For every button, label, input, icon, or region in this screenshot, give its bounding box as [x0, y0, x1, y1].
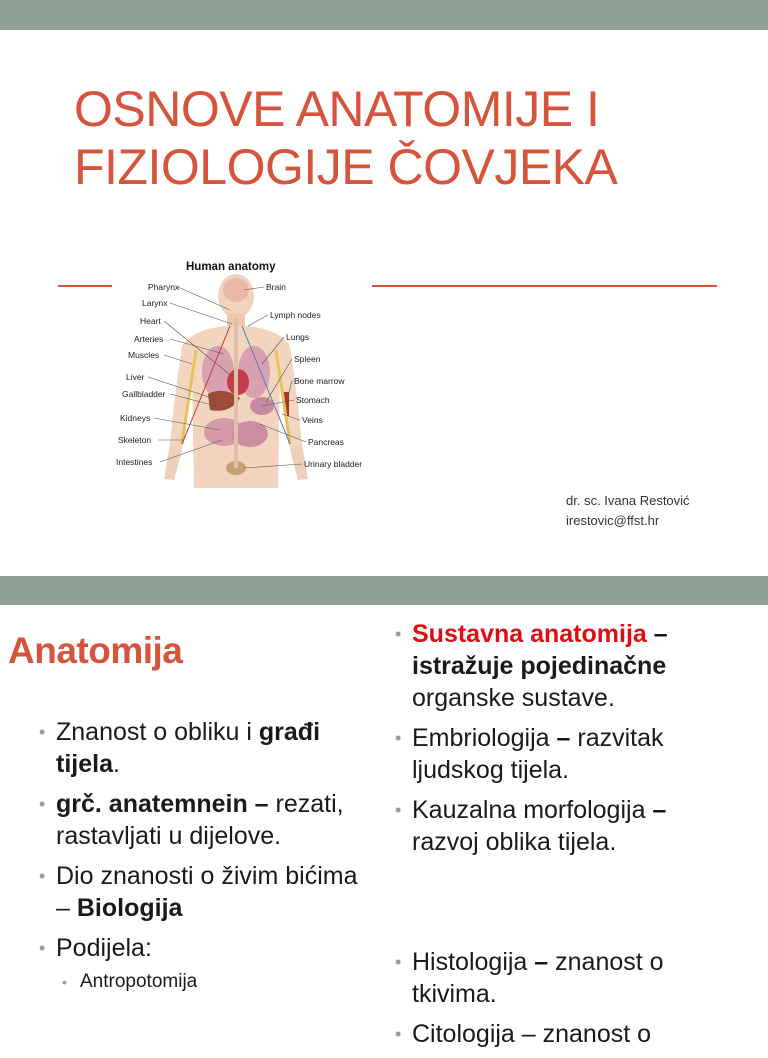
bullet-dot: •	[395, 800, 402, 820]
anatomy-illustration	[112, 254, 370, 488]
bullet-sustavna	[394, 618, 734, 714]
bullet-text: rezati, rastavljati u dijelove.	[56, 790, 344, 850]
bullet-dot: •	[39, 938, 46, 958]
bullet-end: razvitak ljudskog tijela.	[412, 724, 664, 784]
bullet-znanost	[38, 716, 358, 780]
label-heart: Heart	[140, 316, 161, 326]
bullet-text: Citologija – znanost o	[412, 1020, 652, 1048]
bullet-bold: – istražuje pojedinačne	[412, 620, 668, 680]
left-bullet-list	[38, 716, 358, 1002]
figure-title: Human anatomy	[186, 261, 276, 273]
label-bone-marrow: Bone marrow	[294, 376, 345, 386]
bullet-citologija	[394, 1018, 734, 1050]
label-lymph-nodes: Lymph nodes	[270, 310, 321, 320]
bullet-end: .	[112, 750, 120, 778]
label-stomach: Stomach	[296, 395, 330, 405]
label-pharynx: Pharynx	[148, 282, 180, 292]
label-urinary-bladder: Urinary bladder	[304, 459, 363, 469]
label-liver: Liver	[126, 372, 145, 382]
bullet-text: Embriologija	[412, 724, 550, 752]
divider-right	[372, 285, 717, 287]
slide-top-bar	[0, 0, 768, 30]
label-kidneys: Kidneys	[120, 413, 151, 423]
bullet-end: znanost o tkivima.	[412, 948, 664, 1008]
bullet-histologija	[394, 946, 734, 1010]
bullet-dio-znanosti	[38, 860, 358, 924]
title-line-1: OSNOVE ANATOMIJE I	[74, 81, 600, 137]
bullet-embriologija	[394, 722, 734, 786]
bullet-bold: –	[645, 796, 667, 824]
bullet-dot: •	[39, 722, 46, 742]
divider-left	[58, 285, 113, 287]
bullet-end: razvoj oblika tijela.	[412, 828, 617, 856]
title-line-2: FIZIOLOGIJE ČOVJEKA	[74, 139, 618, 195]
bullet-text: Podijela:	[56, 934, 152, 962]
bullet-text: Histologija	[412, 948, 528, 976]
bullet-dot: •	[395, 952, 402, 972]
author-email[interactable]: irestovic@ffst.hr	[566, 513, 660, 528]
label-gallbladder: Gallbladder	[122, 389, 166, 399]
bullet-dot: •	[395, 624, 402, 644]
author-block	[566, 491, 690, 531]
bullet-dot: •	[395, 728, 402, 748]
label-skeleton: Skeleton	[118, 435, 152, 445]
label-spleen: Spleen	[294, 354, 321, 364]
bullet-highlight: Sustavna anatomija	[412, 620, 647, 648]
bullet-text: Dio znanosti o živim bićima –	[56, 862, 358, 922]
bullet-dot: •	[39, 794, 46, 814]
bullet-podijela	[38, 932, 358, 964]
bullet-bold: Biologija	[76, 894, 183, 922]
slide-title	[74, 80, 734, 196]
bullet-text: organske sustave.	[412, 684, 615, 712]
bullet-dot: •	[39, 866, 46, 886]
sub-bullet-antropotomija	[38, 970, 358, 994]
bullet-bold: grč. anatemnein –	[56, 790, 269, 818]
label-larynx: Larynx	[142, 298, 168, 308]
label-pancreas: Pancreas	[308, 437, 344, 447]
label-arteries: Arteries	[134, 334, 164, 344]
right-bullet-list	[394, 618, 734, 1058]
label-muscles: Muscles	[128, 350, 160, 360]
bullet-dot: •	[395, 1024, 402, 1044]
bullet-bold: –	[527, 948, 549, 976]
bullet-bold: –	[549, 724, 571, 752]
label-brain: Brain	[266, 282, 286, 292]
slide2-title: Anatomija	[8, 630, 183, 671]
bullet-kauzalna	[394, 794, 734, 858]
label-intestines: Intestines	[116, 457, 153, 467]
label-veins: Veins	[302, 415, 323, 425]
slide2-content	[0, 576, 768, 1048]
bullet-grc	[38, 788, 358, 852]
bullet-text: Kauzalna morfologija	[412, 796, 646, 824]
human-anatomy-figure	[112, 254, 370, 488]
bullet-text: Znanost o obliku i	[56, 718, 259, 746]
sub-bullet-text: Antropotomija	[80, 971, 198, 992]
author-name: dr. sc. Ivana Restović	[566, 493, 690, 508]
sub-bullet-dot: •	[62, 974, 67, 990]
bullet-bold: građi tijela	[56, 718, 321, 778]
label-lungs: Lungs	[286, 332, 310, 342]
